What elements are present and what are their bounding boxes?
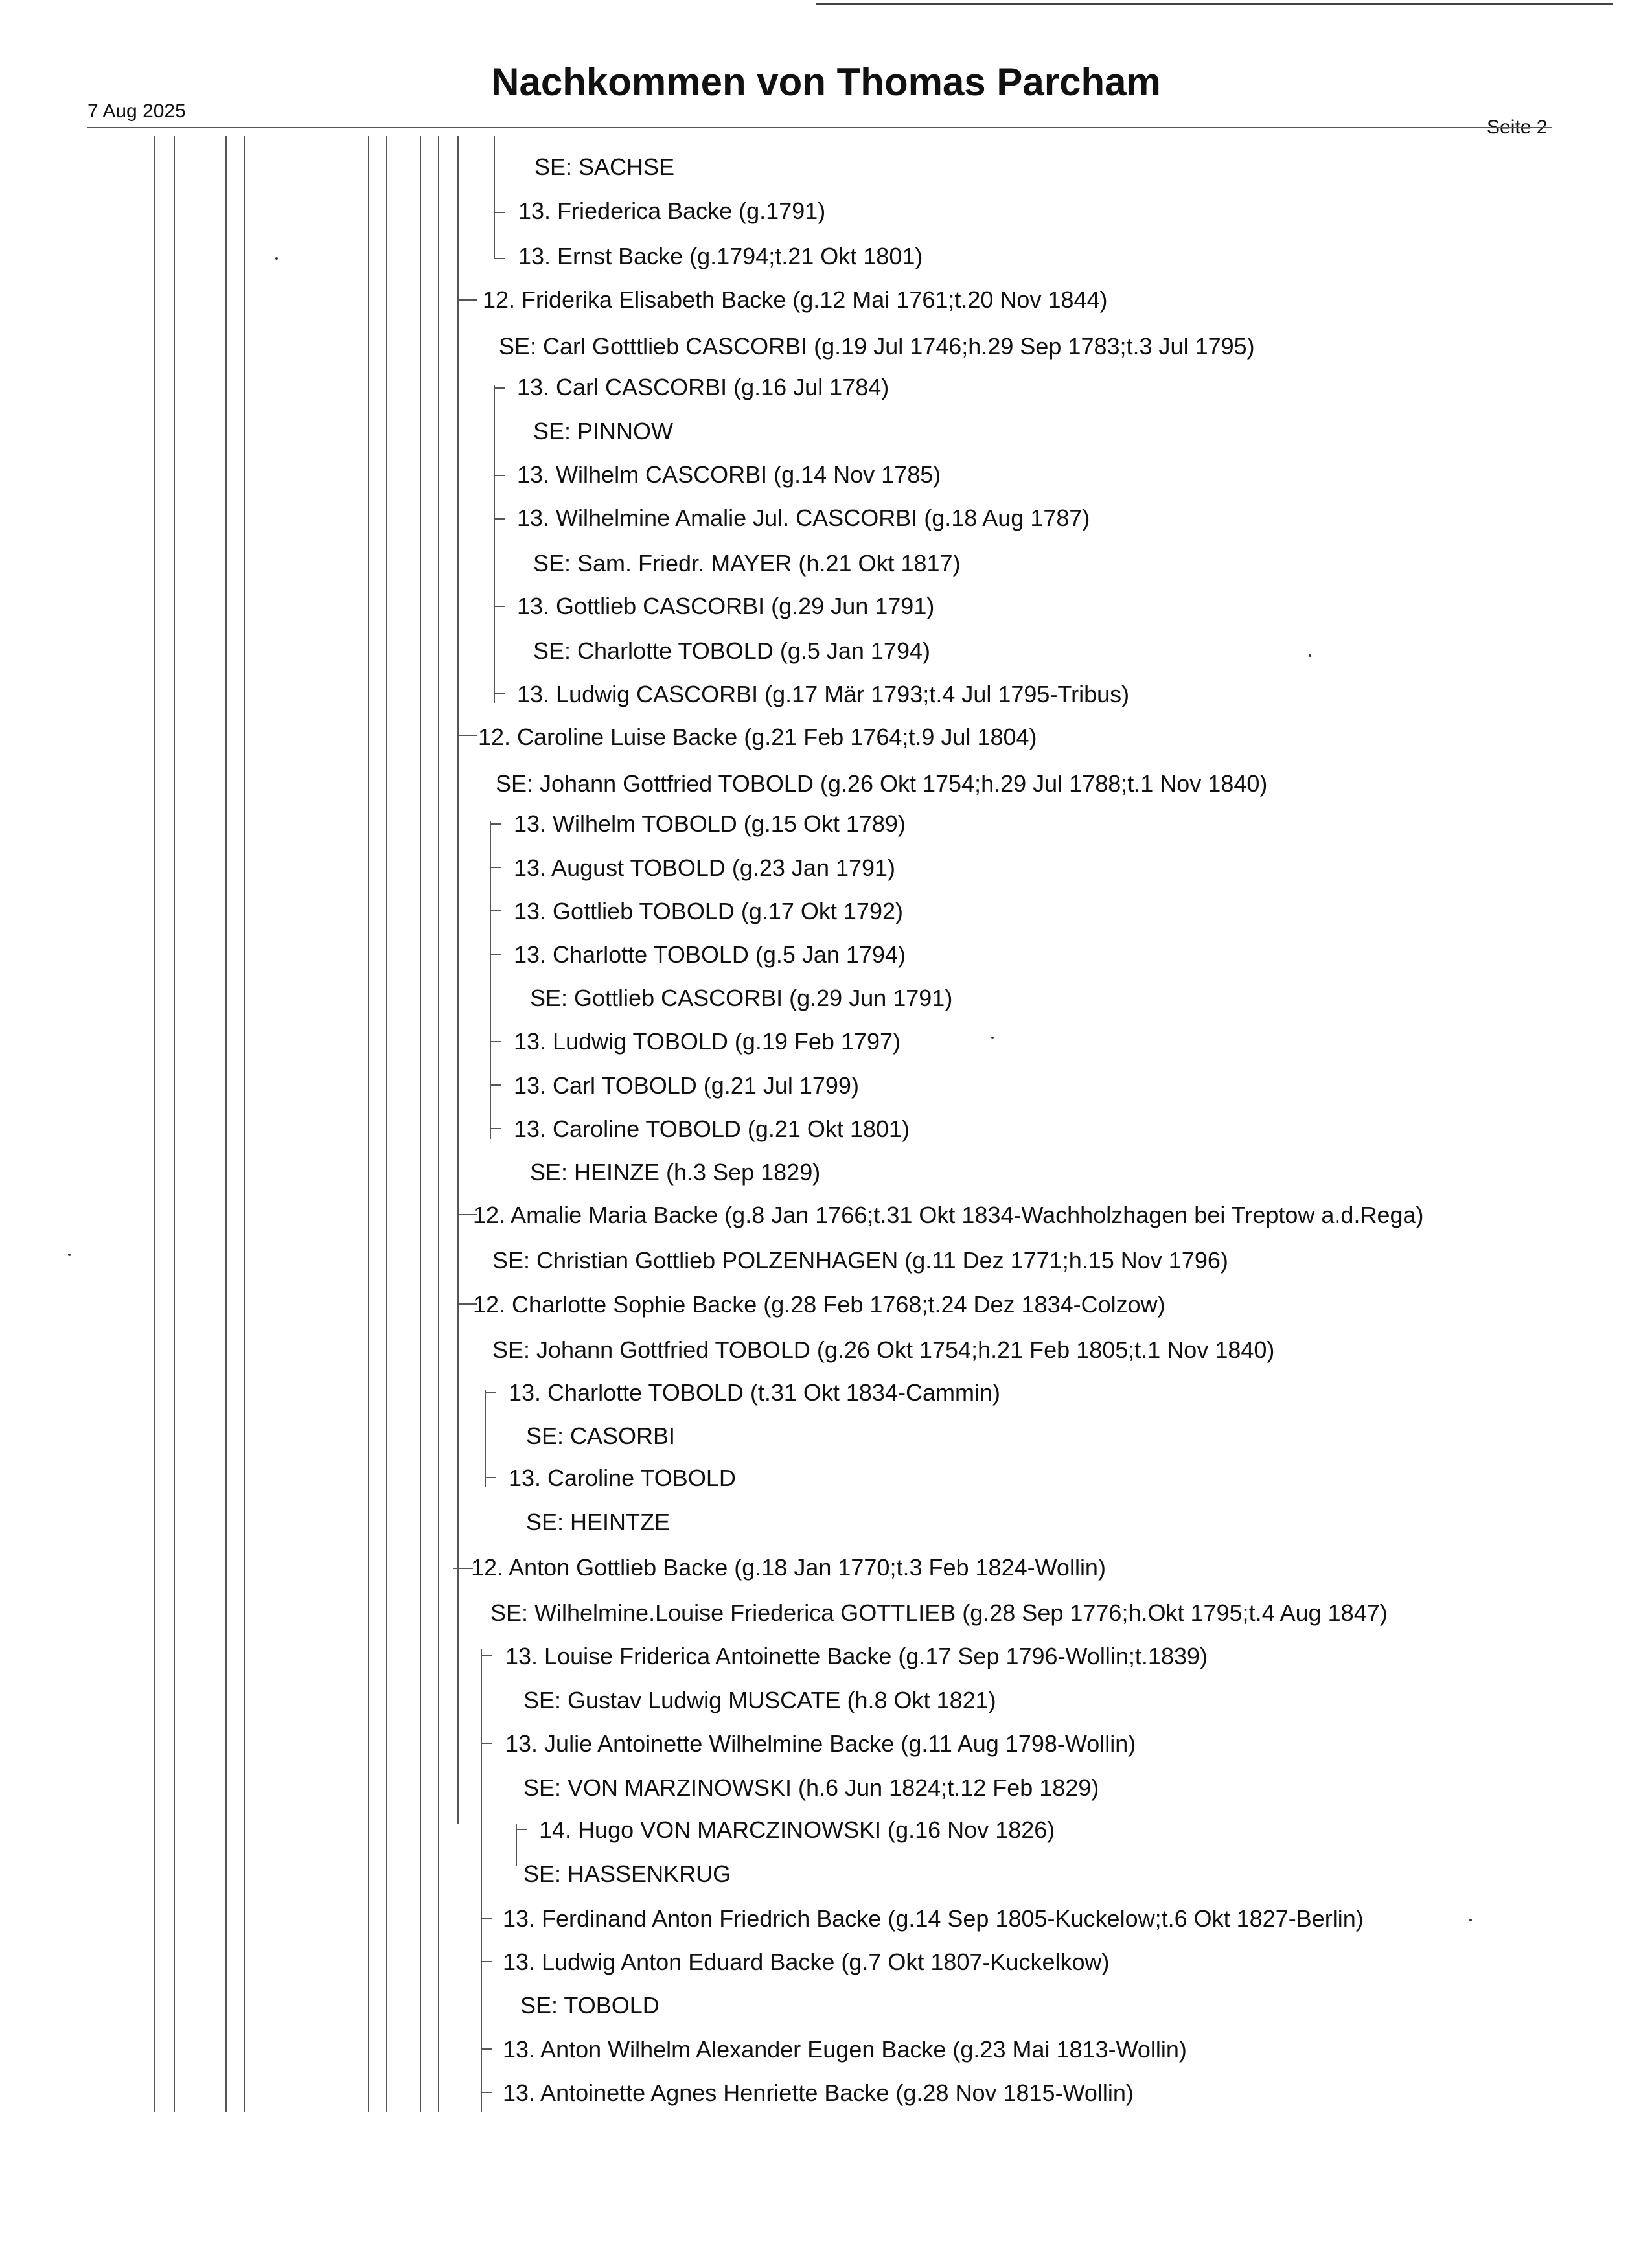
spouse-line: SE: Gustav Ludwig MUSCATE (h.8 Okt 1821)	[523, 1687, 996, 1713]
person-line: 13. Gottlieb TOBOLD (g.17 Okt 1792)	[514, 898, 903, 924]
tree-line-gen-9	[225, 136, 227, 2112]
spouse-line: SE: Johann Gottfried TOBOLD (g.26 Okt 1754;h.21 Feb 1805;t.1 Nov 1840)	[492, 1336, 1275, 1363]
connector	[490, 1041, 501, 1042]
connector	[485, 1477, 496, 1478]
family-line-cascorbi	[494, 385, 495, 703]
connector	[453, 1568, 473, 1569]
spouse-line: SE: TOBOLD	[520, 1992, 660, 2019]
spouse-line: SE: CASORBI	[526, 1423, 676, 1449]
person-line: 13. Ludwig TOBOLD (g.19 Feb 1797)	[514, 1028, 901, 1055]
person-line: 13. Wilhelm TOBOLD (g.15 Okt 1789)	[514, 810, 906, 837]
tree-line-gen-7	[154, 136, 155, 2112]
connector	[481, 1918, 492, 1919]
person-line: 12. Anton Gottlieb Backe (g.18 Jan 1770;t.3 Feb 1824-Wollin)	[471, 1554, 1106, 1581]
scan-speck	[275, 257, 278, 260]
person-line: 13. Ferdinand Anton Friedrich Backe (g.14 Sep 1805-Kuckelow;t.6 Okt 1827-Berlin)	[503, 1905, 1364, 1932]
person-line: 13. Ernst Backe (g.1794;t.21 Okt 1801)	[518, 243, 923, 269]
header-rule	[87, 127, 1552, 128]
connector	[481, 1743, 492, 1744]
spouse-line: SE: Carl Gotttlieb CASCORBI (g.19 Jul 1746;h.29 Sep 1783;t.3 Jul 1795)	[499, 333, 1255, 360]
connector	[457, 735, 477, 736]
spouse-line: SE: HASSENKRUG	[523, 1861, 731, 1887]
spouse-line: SE: HEINZE (h.3 Sep 1829)	[530, 1159, 821, 1186]
spouse-line: SE: HEINTZE	[526, 1509, 671, 1535]
connector	[494, 258, 505, 259]
person-line: 13. Wilhelmine Amalie Jul. CASCORBI (g.18 Aug 1787)	[517, 505, 1090, 531]
tree-line-gen-8	[174, 136, 175, 2112]
person-line: 12. Caroline Luise Backe (g.21 Feb 1764;t.9 Jul 1804)	[478, 724, 1037, 750]
spouse-line: SE: Christian Gottlieb POLZENHAGEN (g.11 Dez 1771;h.15 Nov 1796)	[492, 1247, 1228, 1274]
connector	[494, 475, 505, 476]
person-line: 13. Carl CASCORBI (g.16 Jul 1784)	[517, 374, 889, 400]
spouse-line: SE: Sam. Friedr. MAYER (h.21 Okt 1817)	[533, 550, 961, 577]
connector	[494, 518, 505, 520]
person-line: 12. Amalie Maria Backe (g.8 Jan 1766;t.31 Okt 1834-Wachholzhagen bei Treptow a.d.Rega)	[473, 1202, 1424, 1228]
tree-line-gen-10b	[386, 136, 387, 2112]
spouse-line: SE: Johann Gottfried TOBOLD (g.26 Okt 1754;h.29 Jul 1788;t.1 Nov 1840)	[496, 770, 1268, 797]
spouse-line: SE: VON MARZINOWSKI (h.6 Jun 1824;t.12 Feb 1829)	[523, 1774, 1099, 1801]
connector	[490, 1084, 501, 1086]
person-line: 13. Ludwig CASCORBI (g.17 Mär 1793;t.4 Jul 1795-Tribus)	[517, 681, 1130, 707]
connector	[494, 606, 505, 607]
connector	[481, 2092, 492, 2093]
spouse-line: SE: SACHSE	[534, 154, 675, 180]
person-line: 13. Anton Wilhelm Alexander Eugen Backe (g.23 Mai 1813-Wollin)	[503, 2036, 1187, 2063]
tree-line-gen-12	[457, 136, 459, 1824]
connector	[494, 693, 505, 694]
family-line-tobold-2	[485, 1390, 486, 1487]
scan-speck	[1469, 1919, 1472, 1921]
spouse-line: SE: Wilhelmine.Louise Friederica GOTTLIEB (g.28 Sep 1776;h.Okt 1795;t.4 Aug 1847)	[490, 1599, 1388, 1626]
person-line: 13. Ludwig Anton Eduard Backe (g.7 Okt 1807-Kuckelkow)	[503, 1949, 1110, 1975]
scan-speck	[991, 1037, 994, 1039]
top-scan-rule	[816, 3, 1613, 5]
page-number: Seite 2	[1487, 117, 1548, 138]
person-line: 13. Louise Friderica Antoinette Backe (g.17 Sep 1796-Wollin;t.1839)	[505, 1643, 1208, 1669]
person-line: 13. Charlotte TOBOLD (t.31 Okt 1834-Cammin)	[509, 1379, 1000, 1406]
person-line: 13. Caroline TOBOLD	[509, 1465, 736, 1491]
tree-line-gen-11	[420, 136, 421, 2112]
connector	[516, 1829, 527, 1830]
connector	[490, 867, 501, 868]
connector	[481, 1961, 492, 1962]
tree-line-gen-11b	[438, 136, 439, 2112]
person-line: 14. Hugo VON MARCZINOWSKI (g.16 Nov 1826)	[539, 1816, 1055, 1843]
person-line: 13. Carl TOBOLD (g.21 Jul 1799)	[514, 1072, 859, 1099]
spouse-line: SE: Gottlieb CASCORBI (g.29 Jun 1791)	[530, 985, 953, 1011]
family-line-sachse	[494, 136, 495, 259]
connector	[481, 1655, 492, 1656]
tree-line-gen-9b	[244, 136, 245, 2112]
tree-line-gen-10	[368, 136, 369, 2112]
connector	[494, 212, 505, 213]
person-line: 13. Caroline TOBOLD (g.21 Okt 1801)	[514, 1116, 910, 1142]
person-line: 13. Friederica Backe (g.1791)	[518, 198, 826, 224]
connector	[485, 1392, 496, 1393]
connector	[457, 299, 477, 301]
connector	[490, 823, 501, 825]
person-line: 13. August TOBOLD (g.23 Jan 1791)	[514, 854, 896, 881]
page-title: Nachkommen von Thomas Parcham	[491, 60, 1161, 104]
person-line: 13. Charlotte TOBOLD (g.5 Jan 1794)	[514, 941, 906, 968]
family-line-backe	[481, 1649, 482, 2112]
person-line: 13. Wilhelm CASCORBI (g.14 Nov 1785)	[517, 461, 941, 488]
person-line: 13. Gottlieb CASCORBI (g.29 Jun 1791)	[517, 593, 935, 619]
connector	[494, 387, 505, 389]
scan-speck	[1309, 654, 1311, 657]
person-line: 12. Charlotte Sophie Backe (g.28 Feb 1768;t.24 Dez 1834-Colzow)	[473, 1291, 1165, 1318]
person-line: 13. Julie Antoinette Wilhelmine Backe (g.11 Aug 1798-Wollin)	[505, 1730, 1136, 1757]
print-date: 7 Aug 2025	[87, 100, 186, 122]
connector	[481, 2048, 492, 2050]
spouse-line: SE: PINNOW	[533, 418, 674, 444]
connector	[490, 1128, 501, 1129]
scan-speck	[68, 1254, 71, 1256]
connector	[490, 910, 501, 911]
spouse-line: SE: Charlotte TOBOLD (g.5 Jan 1794)	[533, 637, 930, 664]
connector	[490, 954, 501, 955]
person-line: 12. Friderika Elisabeth Backe (g.12 Mai 1761;t.20 Nov 1844)	[483, 286, 1108, 313]
family-line-tobold-1	[490, 821, 491, 1139]
person-line: 13. Antoinette Agnes Henriette Backe (g.28 Nov 1815-Wollin)	[503, 2079, 1134, 2106]
